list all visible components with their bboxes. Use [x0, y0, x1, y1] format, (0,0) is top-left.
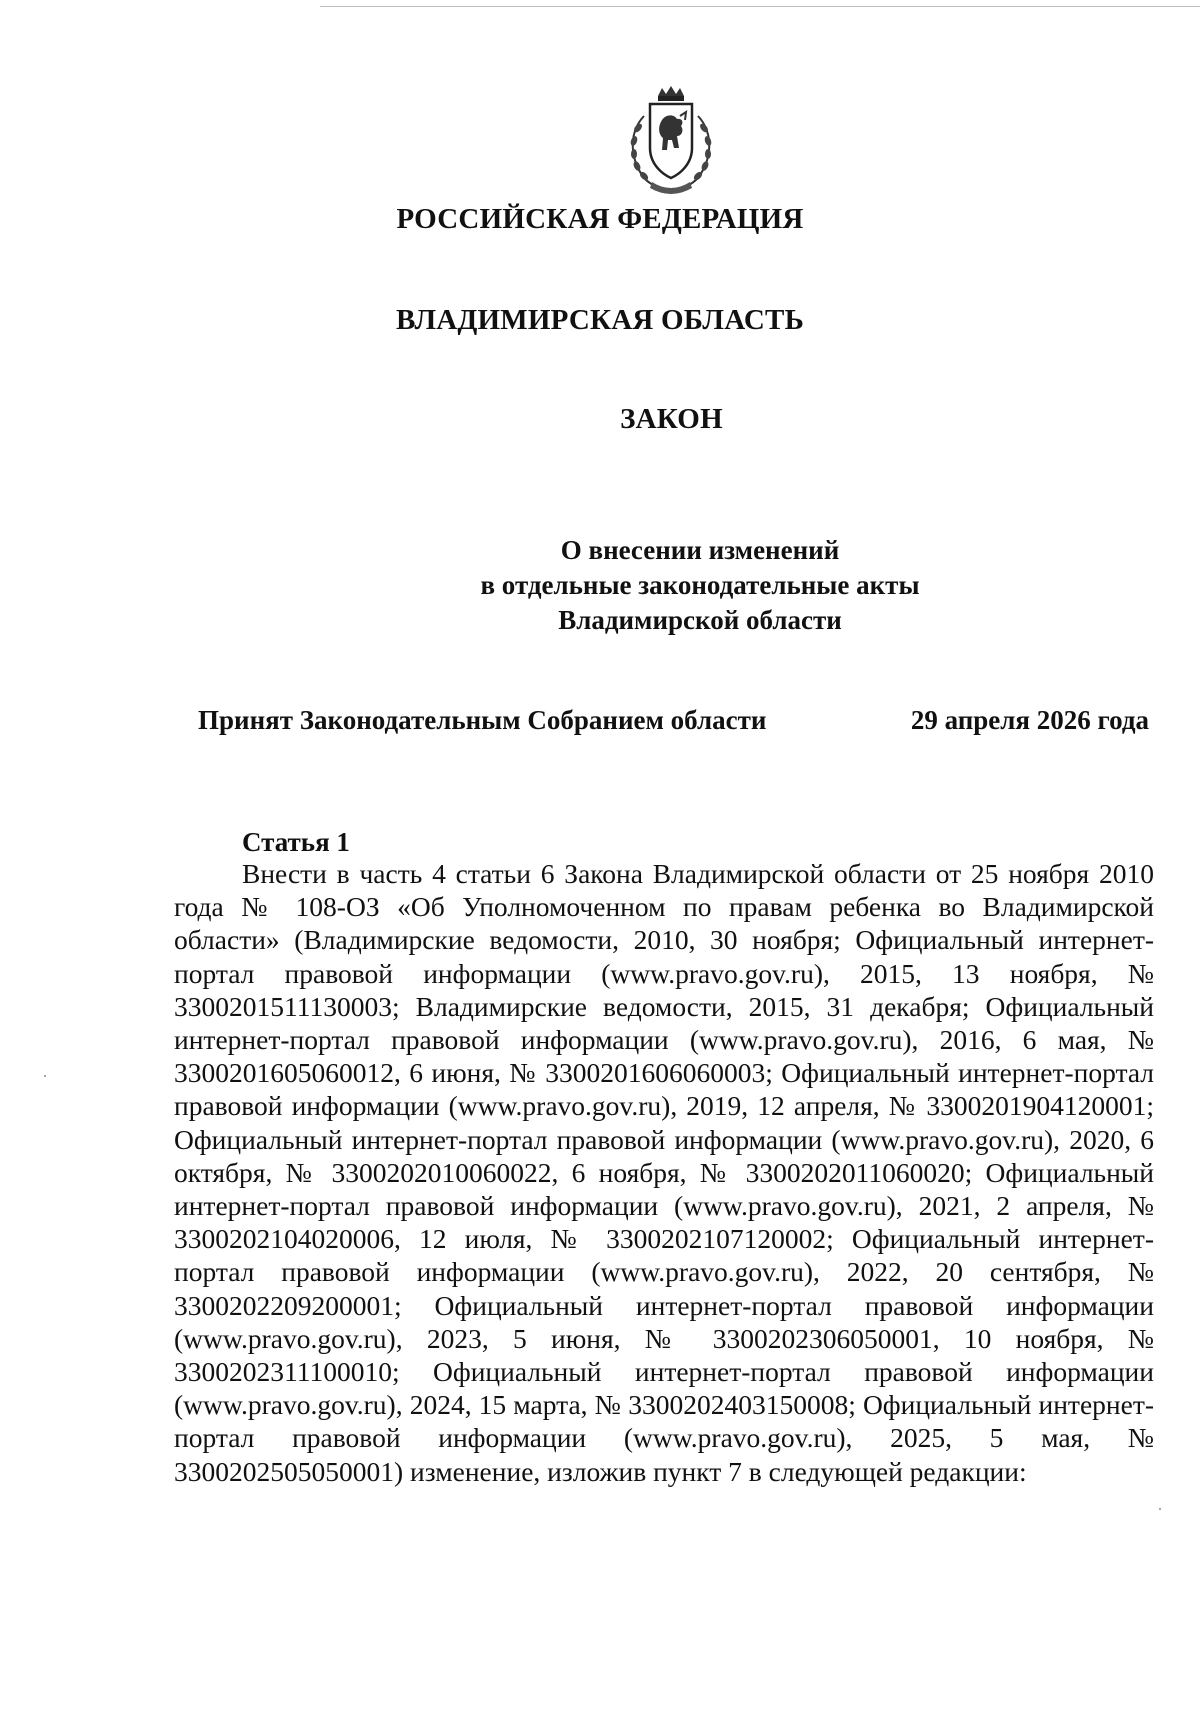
law-title-line: в отдельные законодательные акты — [480, 570, 920, 600]
law-title-line: О внесении изменений — [560, 535, 840, 565]
region-heading: ВЛАДИМИРСКАЯ ОБЛАСТЬ — [396, 304, 804, 336]
top-rule — [320, 6, 1200, 7]
document-type-heading: ЗАКОН — [620, 403, 723, 435]
article-1-heading: Статья 1 — [242, 827, 350, 857]
law-title-line: Владимирской области — [558, 605, 842, 635]
vladimir-region-coat-of-arms-icon — [622, 86, 720, 198]
adopted-by-text: Принят Законодательным Собранием области — [198, 705, 767, 735]
adoption-date: 29 апреля 2026 года — [910, 705, 1149, 735]
law-title — [400, 533, 1000, 638]
scan-speck — [44, 1075, 46, 1077]
country-heading: РОССИЙСКАЯ ФЕДЕРАЦИЯ — [396, 203, 804, 235]
scan-speck — [1159, 1508, 1161, 1510]
article-1-body: Внести в часть 4 статьи 6 Закона Владимирской области от 25 ноября 2010 года № 108-ОЗ «Об Уполномоченном по правам ребенка во Владимирской области» (Владимирские ведомости, 2010, 30 ноября; Официальный интернет-портал правовой информации (www.pravo.gov.ru), 2015, 13 ноября, № 3300201511130003; Владимирские ведомости, 2015, 31 декабря; Официальный интернет-портал правовой информации (www.pravo.gov.ru), 2016, 6 мая, № 3300201605060012, 6 июня, № 3300201606060003; Официальный интернет-портал правовой информации (www.pravo.gov.ru), 2019, 12 апреля, № 3300201904120001; Официальный интернет-портал правовой информации (www.pravo.gov.ru), 2020, 6 октября, № 3300202010060022, 6 ноября, № 3300202011060020; Официальный интернет-портал правовой информации (www.pravo.gov.ru), 2021, 2 апреля, № 3300202104020006, 12 июля, № 3300202107120002; Официальный интернет-портал правовой информации (www.pravo.gov.ru), 2022, 20 сентября, № 3300202209200001; Официальный интернет-портал правовой информации (www.pravo.gov.ru), 2023, 5 июня, № 3300202306050001, 10 ноября, № 3300202311100010; Официальный интернет-портал правовой информации (www.pravo.gov.ru), 2024, 15 марта, № 3300202403150008; Официальный интернет-портал правовой информации (www.pravo.gov.ru), 2025, 5 мая, № 3300202505050001) изменение, изложив пункт 7 в следующей редакции: — [174, 858, 1154, 1487]
